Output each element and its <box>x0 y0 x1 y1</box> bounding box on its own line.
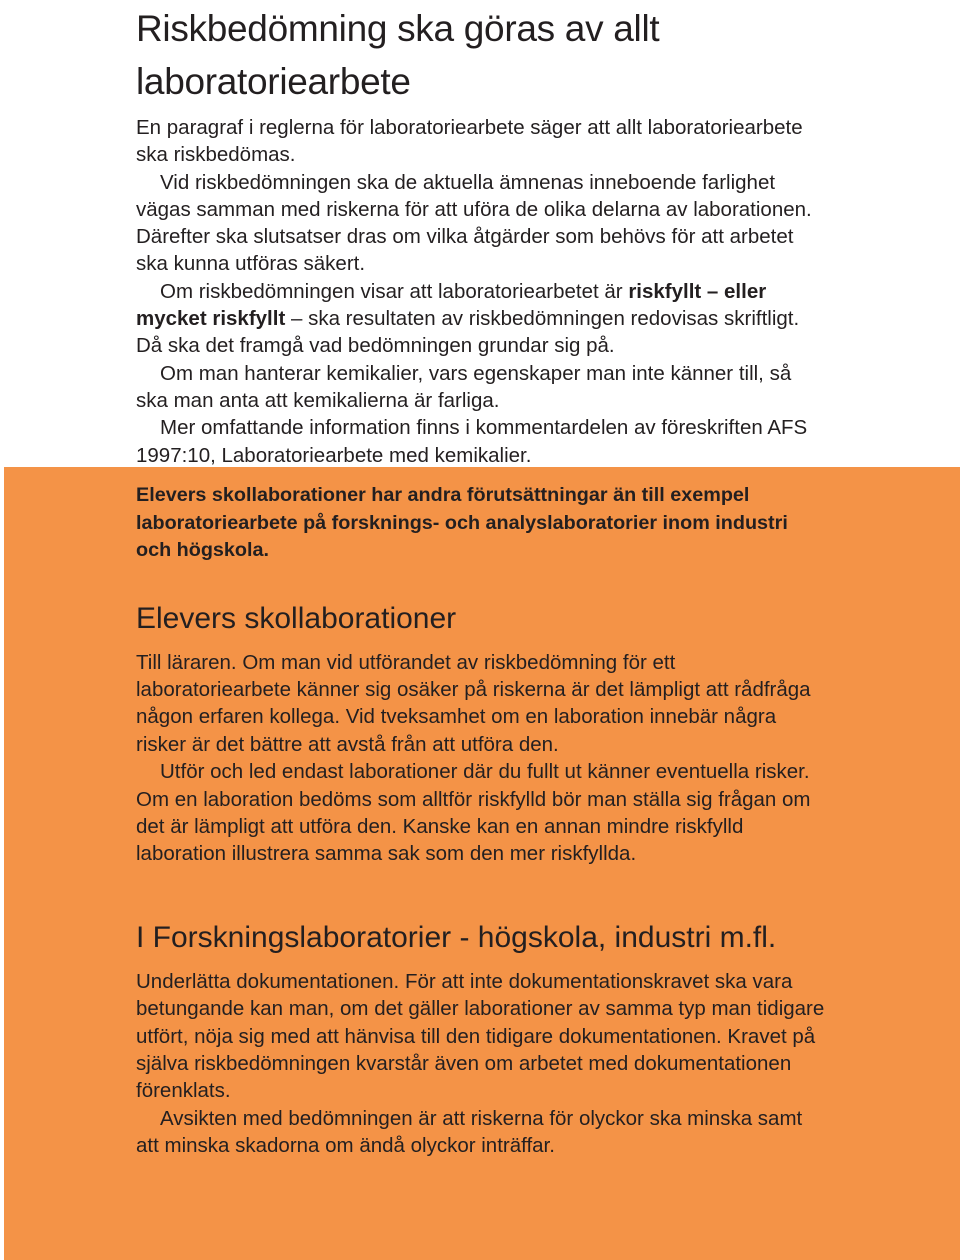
section-1-paragraph-2: Utför och led endast laborationer där du fullt ut känner eventuella risker. Om en laboration bedöms som alltför riskfylld bör man ställa sig frågan om det är lämpligt att utföra den. Kanske kan en annan mindre riskfylld laboration illustrera samma sak som den mer riskfyllda. <box>136 760 811 866</box>
intro-paragraph-1: En paragraf i reglerna för laboratoriearbete säger att allt laboratoriearbete ska riskbedömas. <box>136 116 803 167</box>
orange-box-content <box>136 482 826 1160</box>
orange-info-box <box>4 467 960 1260</box>
page-title: Riskbedömning ska göras av allt laboratoriearbete <box>136 8 660 102</box>
section-research-labs <box>136 918 826 1160</box>
section-school-labs <box>136 599 826 868</box>
section-2-heading: I Forskningslaboratorier - högskola, industri m.fl. <box>136 920 777 954</box>
section-2-paragraph-1: Underlätta dokumentationen. För att inte dokumentationskravet ska vara betungande kan man, om det gäller laborationer av samma typ man tidigare utfört, nöja sig med att hänvisa till den tidigare dokumentationen. Kravet på själva riskbedömningen kvarstår även om arbetet med dokumentationen förenklats. <box>136 969 825 1103</box>
box-lead: Elevers skollaborationer har andra förutsättningar än till exempel laboratoriearbete på forsknings- och analyslaboratorier inom industri och högskola. <box>136 484 788 561</box>
top-section <box>136 0 826 469</box>
section-1-paragraph-1: Till läraren. Om man vid utförandet av riskbedömning för ett laboratoriearbete känner sig osäker på riskerna är det lämpligt att rådfråga någon erfaren kollega. Vid tveksamhet om en laboration innebär några risker är det bättre att avstå från att utföra den. <box>136 650 811 756</box>
section-2-paragraph-2: Avsikten med bedömningen är att riskerna för olyckor ska minska samt att minska skadorna om ändå olyckor inträffar. <box>136 1106 803 1158</box>
intro-paragraph-2: Vid riskbedömningen ska de aktuella ämnenas inneboende farlighet vägas samman med riskerna för att uföra de olika delarna av laborationen. Därefter ska slutsatser dras om vilka åtgärder som behövs för att arbetet ska kunna utföras säkert. <box>136 170 812 276</box>
intro-paragraph-4: Om man hanterar kemikalier, vars egenskaper man inte känner till, så ska man anta att kemikalierna är farliga. <box>136 361 792 412</box>
intro-p3-start: Om riskbedömningen visar att laboratoriearbetet är <box>160 279 629 303</box>
intro-paragraph-5: Mer omfattande information finns i kommentardelen av föreskriften AFS 1997:10, Laboratoriearbete med kemikalier. <box>136 416 808 467</box>
section-1-heading: Elevers skollaborationer <box>136 601 457 635</box>
intro-paragraph-3 <box>136 278 826 360</box>
intro-p3-bold: riskfyllt – eller mycket riskfyllt <box>136 279 767 331</box>
intro-text <box>136 114 826 469</box>
intro-p3-end: – ska resultaten av riskbedömningen redovisas skriftligt. Då ska det framgå vad bedömningen grundar sig på. <box>136 307 800 358</box>
